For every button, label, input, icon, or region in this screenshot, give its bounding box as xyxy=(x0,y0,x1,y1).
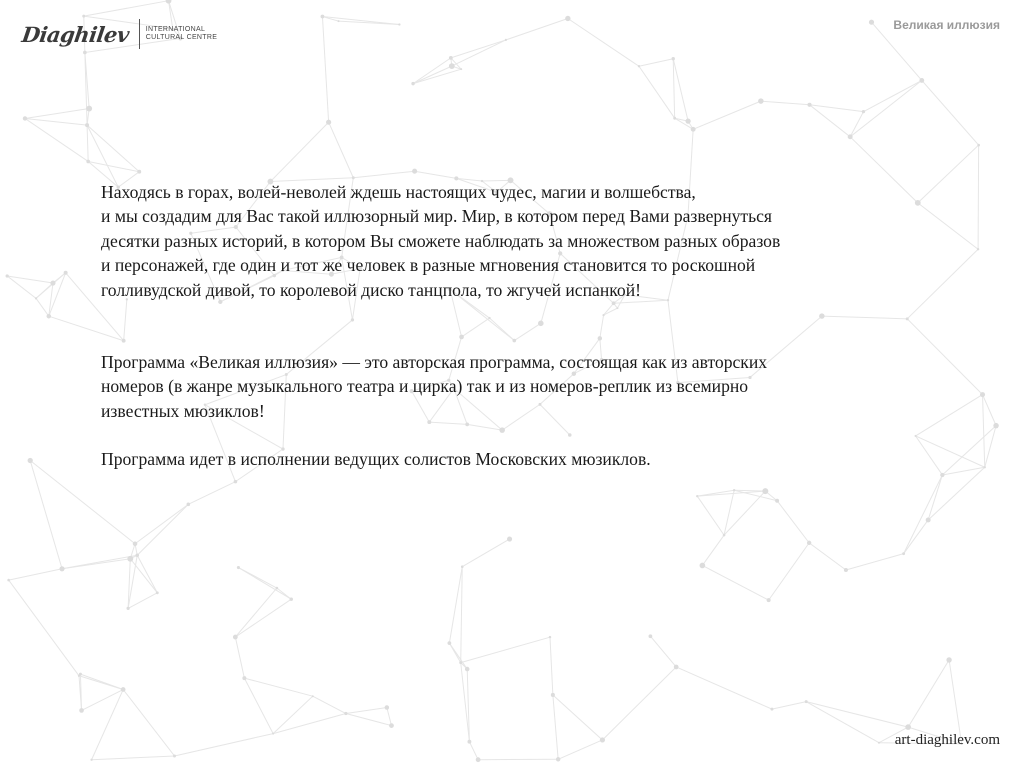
network-node xyxy=(35,297,37,299)
network-line xyxy=(461,637,550,662)
network-node xyxy=(127,556,133,562)
network-node xyxy=(505,39,507,41)
network-line xyxy=(702,535,724,565)
network-node xyxy=(723,534,726,537)
network-node xyxy=(28,458,33,463)
network-node xyxy=(448,641,452,645)
network-node xyxy=(460,68,462,70)
network-line xyxy=(451,40,506,58)
network-node xyxy=(980,392,985,397)
network-line xyxy=(329,122,354,178)
network-node xyxy=(556,757,560,761)
intro-paragraph: Находясь в горах, волей-неволей ждешь настоящих чудес, магии и волшебства, и мы создадим для Вас такой иллюзорный мир. Мир, в котором перед Вами развернуться десятки разных историй, в котором Вы сможете наблюдать за множеством разных образов и персонажей, где один и тот же человек в разные мгновения становится то роскошной голливудской дивой, то королевой диско танцпола, то жгучей испанкой! xyxy=(101,182,781,300)
network-node xyxy=(6,274,9,277)
network-node xyxy=(135,553,139,557)
network-node xyxy=(878,742,880,744)
network-line xyxy=(128,593,157,609)
network-node xyxy=(7,579,10,582)
network-node xyxy=(412,169,417,174)
network-line xyxy=(693,101,761,129)
network-node xyxy=(700,563,706,569)
network-line xyxy=(92,756,175,760)
network-node xyxy=(166,0,172,4)
network-node xyxy=(173,754,176,757)
network-line xyxy=(850,80,922,136)
logo-subtitle: INTERNATIONAL CULTURAL CENTRE xyxy=(145,26,218,41)
network-node xyxy=(926,517,931,522)
network-node xyxy=(691,127,696,132)
network-node xyxy=(940,473,944,477)
network-line xyxy=(922,80,979,145)
network-line xyxy=(25,109,89,119)
network-node xyxy=(549,636,551,638)
network-line xyxy=(506,18,568,39)
network-node xyxy=(449,56,453,60)
network-line xyxy=(79,676,123,690)
network-line xyxy=(88,161,139,171)
network-node xyxy=(242,676,246,680)
logo-wordmark: Diaghilev xyxy=(20,21,131,47)
network-node xyxy=(758,98,763,103)
network-line xyxy=(602,667,676,740)
network-node xyxy=(326,120,331,125)
network-node xyxy=(844,568,848,572)
network-line xyxy=(904,475,943,554)
network-node xyxy=(919,78,924,83)
network-line xyxy=(908,660,949,727)
network-line xyxy=(30,460,135,543)
network-node xyxy=(187,503,191,507)
network-line xyxy=(36,298,49,316)
network-node xyxy=(905,724,911,730)
network-line xyxy=(235,599,291,637)
network-line xyxy=(863,80,921,111)
network-line xyxy=(82,690,124,711)
network-line xyxy=(87,125,139,172)
network-line xyxy=(346,708,387,714)
diaghilev-logo xyxy=(22,16,217,52)
network-line xyxy=(137,504,188,555)
network-line xyxy=(702,565,768,600)
network-node xyxy=(984,466,986,468)
network-line xyxy=(9,569,62,580)
network-node xyxy=(276,587,279,590)
network-line xyxy=(983,395,985,468)
network-line xyxy=(553,695,603,740)
network-line xyxy=(92,690,124,760)
network-node xyxy=(59,566,64,571)
network-node xyxy=(233,635,238,640)
network-node xyxy=(465,667,470,672)
network-line xyxy=(322,17,399,25)
network-node xyxy=(807,541,811,545)
network-node xyxy=(290,598,293,601)
network-line xyxy=(676,667,772,709)
network-line xyxy=(461,567,463,663)
network-line xyxy=(322,17,328,123)
network-node xyxy=(649,634,653,638)
network-line xyxy=(87,125,88,161)
network-line xyxy=(353,171,414,178)
network-line xyxy=(469,742,478,760)
network-node xyxy=(449,63,455,69)
network-line xyxy=(809,543,846,570)
network-line xyxy=(724,490,734,535)
network-node xyxy=(902,552,905,555)
network-node xyxy=(977,144,980,147)
network-line xyxy=(558,740,602,759)
network-node xyxy=(993,423,998,428)
network-node xyxy=(862,110,865,113)
network-line xyxy=(846,554,904,570)
network-line xyxy=(452,40,506,66)
network-node xyxy=(64,271,68,275)
network-node xyxy=(696,495,698,497)
network-node xyxy=(321,15,325,19)
network-node xyxy=(459,661,462,664)
network-line xyxy=(25,118,88,161)
slide-title: Великая иллюзия xyxy=(893,18,1000,32)
network-node xyxy=(86,106,92,112)
network-line xyxy=(346,714,392,726)
network-line xyxy=(724,491,765,535)
network-line xyxy=(777,501,809,543)
network-node xyxy=(127,607,130,610)
network-node xyxy=(770,708,773,711)
network-node xyxy=(946,657,951,662)
network-line xyxy=(673,59,674,118)
network-node xyxy=(23,116,27,120)
network-line xyxy=(904,520,929,554)
network-line xyxy=(313,696,346,713)
network-line xyxy=(553,695,558,759)
network-line xyxy=(806,702,879,743)
network-node xyxy=(50,280,55,285)
network-line xyxy=(130,559,157,593)
network-node xyxy=(411,82,414,85)
network-node xyxy=(977,248,979,250)
network-node xyxy=(121,687,126,692)
network-line xyxy=(244,678,312,696)
network-line xyxy=(36,283,53,298)
logo-divider xyxy=(139,19,140,49)
network-node xyxy=(461,565,464,568)
network-line xyxy=(985,426,996,468)
network-node xyxy=(137,170,141,174)
network-line xyxy=(25,118,87,125)
network-line xyxy=(238,568,276,588)
network-node xyxy=(467,740,471,744)
network-node xyxy=(638,65,640,67)
network-line xyxy=(850,112,863,137)
network-node xyxy=(775,499,779,503)
network-node xyxy=(762,488,768,494)
network-node xyxy=(79,708,84,713)
network-node xyxy=(507,536,512,541)
network-node xyxy=(385,705,389,709)
network-node xyxy=(767,598,771,602)
network-line xyxy=(135,504,188,543)
network-node xyxy=(47,314,51,318)
network-line xyxy=(7,276,53,283)
network-node xyxy=(848,134,853,139)
network-line xyxy=(235,588,276,637)
network-node xyxy=(673,117,676,120)
network-node xyxy=(78,675,80,677)
network-node xyxy=(312,695,314,697)
network-line xyxy=(235,637,244,678)
program-paragraph: Программа «Великая иллюзия» — это авторская программа, состоящая как из авторских номеров (в жанре музыкального театра и цирка) так и из номеров-реплик из всемирно известных мюзиклов! xyxy=(101,352,768,421)
network-line xyxy=(449,567,462,643)
network-line xyxy=(123,690,174,756)
network-line xyxy=(639,66,675,118)
network-node xyxy=(344,712,347,715)
network-node xyxy=(807,103,811,107)
network-line xyxy=(769,543,810,600)
network-node xyxy=(352,176,355,179)
network-line xyxy=(550,637,553,695)
slide-body xyxy=(101,180,971,472)
network-node xyxy=(733,489,735,491)
network-line xyxy=(244,678,273,733)
network-line xyxy=(673,59,688,121)
network-node xyxy=(805,700,808,703)
network-line xyxy=(413,69,461,83)
network-line xyxy=(84,1,169,16)
network-line xyxy=(806,702,908,727)
network-node xyxy=(272,733,274,735)
network-line xyxy=(761,101,810,105)
network-node xyxy=(389,723,394,728)
network-node xyxy=(672,57,675,60)
network-node xyxy=(86,160,90,164)
network-line xyxy=(449,643,467,669)
network-node xyxy=(869,20,874,25)
network-line xyxy=(87,125,118,187)
network-node xyxy=(674,665,679,670)
network-node xyxy=(85,123,89,127)
network-node xyxy=(90,759,92,761)
network-node xyxy=(600,737,605,742)
network-line xyxy=(270,122,328,181)
network-node xyxy=(551,693,555,697)
network-line xyxy=(462,539,509,567)
network-node xyxy=(565,16,570,21)
network-node xyxy=(133,541,138,546)
network-line xyxy=(650,636,676,667)
network-line xyxy=(62,555,137,569)
network-node xyxy=(156,591,159,594)
network-line xyxy=(639,59,673,66)
website-link[interactable]: art-diaghilev.com xyxy=(894,732,1000,748)
network-line xyxy=(188,482,235,505)
network-line xyxy=(174,734,273,756)
network-node xyxy=(398,23,400,25)
network-node xyxy=(476,757,481,762)
network-line xyxy=(415,171,457,178)
network-line xyxy=(30,460,62,568)
network-node xyxy=(237,566,240,569)
network-line xyxy=(413,58,451,84)
network-line xyxy=(568,18,639,66)
network-line xyxy=(387,708,392,726)
network-line xyxy=(413,66,452,84)
network-line xyxy=(9,580,79,676)
network-line xyxy=(697,496,724,535)
network-line xyxy=(772,702,806,709)
network-node xyxy=(337,20,339,22)
network-node xyxy=(685,119,690,124)
network-node xyxy=(234,480,238,484)
network-line xyxy=(137,555,157,593)
network-line xyxy=(978,145,979,249)
performers-paragraph: Программа идет в исполнении ведущих солистов Московских мюзиклов. xyxy=(101,449,651,470)
network-line xyxy=(983,395,997,426)
